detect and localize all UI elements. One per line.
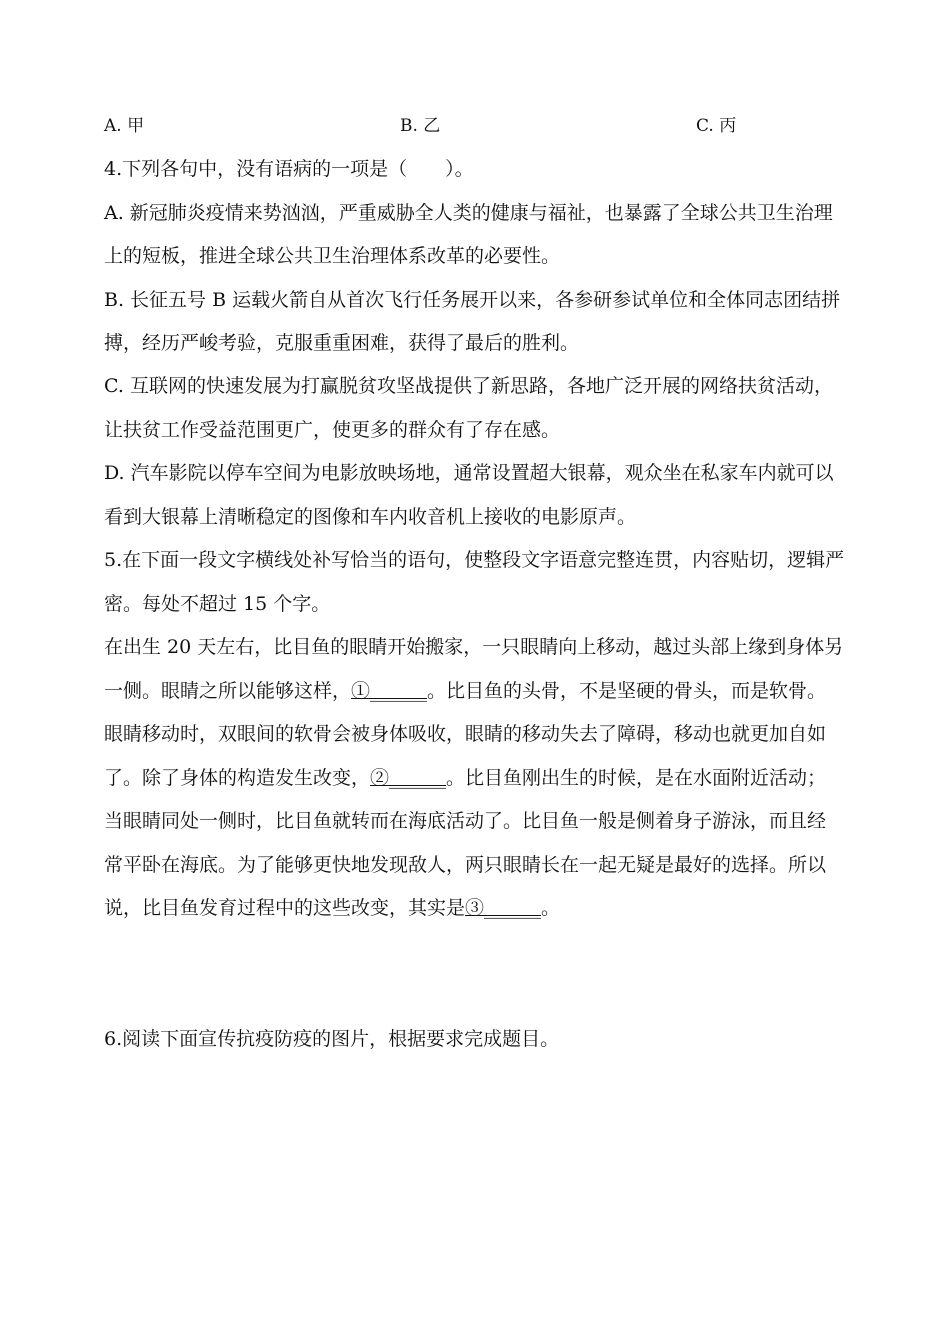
q4-option-b-line1: B. 长征五号 B 运载火箭自从首次飞行任务展开以来，各参研参试单位和全体同志团结拼 bbox=[104, 289, 841, 311]
prev-option-a: A. 甲 bbox=[104, 116, 145, 136]
blank-1: ①______ bbox=[351, 680, 428, 702]
q4-option-c-line1: C. 互联网的快速发展为打赢脱贫攻坚战提供了新思路，各地广泛开展的网络扶贫活动， bbox=[104, 375, 833, 397]
q5-passage-line1: 在出生 20 天左右，比目鱼的眼睛开始搬家，一只眼睛向上移动，越过头部上缘到身体另 bbox=[104, 636, 844, 658]
q5-passage-line2 bbox=[104, 679, 826, 703]
q5-passage-line2-pre: 一侧。眼睛之所以能够这样， bbox=[104, 680, 352, 702]
q5-passage-line4-post: 。比目鱼刚出生的时候，是在水面附近活动； bbox=[446, 767, 827, 789]
q4-option-d-line1: D. 汽车影院以停车空间为电影放映场地，通常设置超大银幕，观众坐在私家车内就可以 bbox=[104, 462, 834, 484]
q5-passage-line6: 常平卧在海底。为了能够更快地发现敌人，两只眼睛长在一起无疑是最好的选择。所以 bbox=[104, 854, 827, 876]
q5-passage-line4-pre: 了。除了身体的构造发生改变， bbox=[104, 767, 371, 789]
q5-passage-line2-post: 。比目鱼的头骨，不是坚硬的骨头，而是软骨。 bbox=[427, 680, 827, 702]
q4-option-a-line1: A. 新冠肺炎疫情来势汹汹，严重威胁全人类的健康与福祉，也暴露了全球公共卫生治理 bbox=[104, 202, 833, 224]
q4-option-a-line2: 上的短板，推进全球公共卫生治理体系改革的必要性。 bbox=[104, 245, 561, 267]
q4-option-b-line2: 搏，经历严峻考验，克服重重困难，获得了最后的胜利。 bbox=[104, 332, 580, 354]
q5-passage-line7-post: 。 bbox=[541, 897, 561, 919]
prev-option-b: B. 乙 bbox=[400, 116, 441, 136]
blank-3: ③______ bbox=[465, 897, 542, 919]
q5-passage-line7-pre: 说，比目鱼发育过程中的这些改变，其实是 bbox=[104, 897, 466, 919]
q5-passage-line5: 当眼睛同处一侧时，比目鱼就转而在海底活动了。比目鱼一般是侧着身子游泳，而且经 bbox=[104, 810, 827, 832]
prev-option-c: C. 丙 bbox=[696, 116, 737, 136]
q4-option-c-line2: 让扶贫工作受益范围更广，使更多的群众有了存在感。 bbox=[104, 419, 561, 441]
q5-passage-line3: 眼睛移动时，双眼间的软骨会被身体吸收，眼睛的移动失去了障碍，移动也就更加自如 bbox=[104, 723, 827, 745]
q6-stem: 6.阅读下面宣传抗疫防疫的图片，根据要求完成题目。 bbox=[104, 1028, 560, 1050]
blank-2: ②______ bbox=[370, 767, 447, 789]
q5-passage-line4 bbox=[104, 766, 826, 790]
q5-passage-line7 bbox=[104, 896, 560, 920]
q4-option-d-line2: 看到大银幕上清晰稳定的图像和车内收音机上接收的电影原声。 bbox=[104, 506, 637, 528]
q5-stem-line1: 5.在下面一段文字横线处补写恰当的语句，使整段文字语意完整连贯，内容贴切，逻辑严 bbox=[104, 549, 845, 571]
q4-stem: 4.下列各句中，没有语病的一项是（ ）。 bbox=[104, 158, 474, 180]
q5-stem-line2: 密。每处不超过 15 个字。 bbox=[104, 593, 331, 615]
